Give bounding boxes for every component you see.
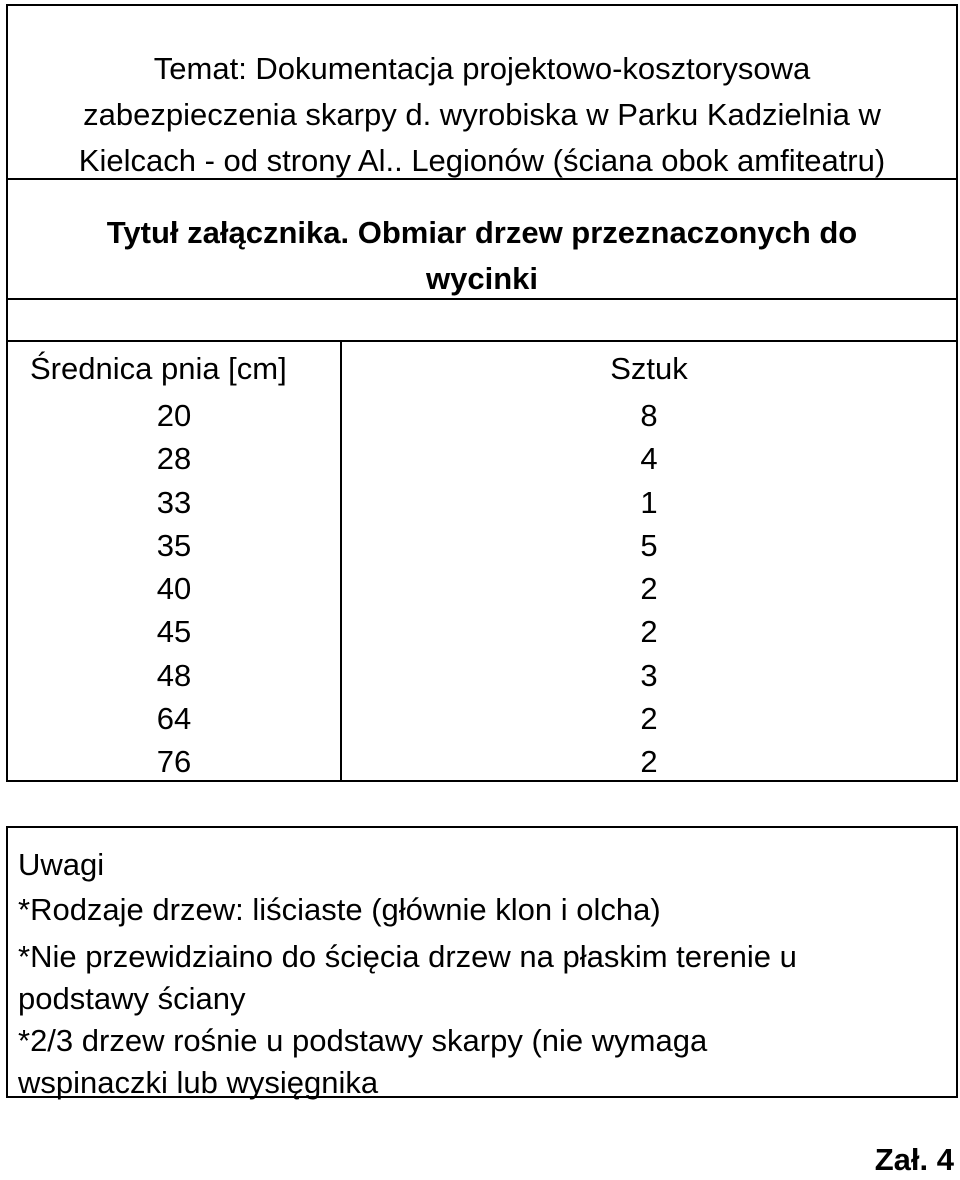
cell-diameter: 76: [156, 744, 192, 780]
attachment-number-label: Zał. 4: [874, 1142, 954, 1177]
table-row: [8, 524, 956, 567]
topic-line: Temat: Dokumentacja projektowo-kosztorysowa: [153, 51, 811, 86]
cell-diameter: 64: [156, 701, 192, 737]
cell-count: 2: [640, 571, 658, 607]
cell-diameter: 48: [156, 657, 192, 693]
remarks-line: wspinaczki lub wysięgnika: [18, 1065, 379, 1100]
topic-line: zabezpieczenia skarpy d. wyrobiska w Parku Kadzielnia w: [83, 97, 881, 132]
divider: [8, 340, 956, 342]
cell-diameter: 33: [156, 484, 192, 520]
table-body: [8, 394, 956, 784]
divider: [8, 298, 956, 300]
remarks-line: podstawy ściany: [18, 981, 246, 1016]
cell-count: 2: [640, 744, 658, 780]
cell-count: 5: [640, 527, 658, 563]
table-row: [8, 740, 956, 783]
attachment-title: [8, 210, 956, 302]
cell-count: 3: [640, 657, 658, 693]
topic-block: [8, 46, 956, 184]
table-row: [8, 654, 956, 697]
column-header-diameter: Średnica pnia [cm]: [30, 351, 287, 386]
cell-count: 8: [640, 398, 658, 433]
remarks-heading: Uwagi: [18, 847, 105, 882]
attachment-title-line: Tytuł załącznika. Obmiar drzew przeznaczonych do: [106, 215, 858, 250]
cell-diameter: 45: [156, 614, 192, 650]
divider: [8, 178, 956, 180]
table-row: [8, 610, 956, 653]
table-row: [8, 437, 956, 480]
remarks-line: *Rodzaje drzew: liściaste (głównie klon i olcha): [18, 892, 661, 927]
cell-count: 1: [640, 484, 658, 520]
cell-diameter: 28: [156, 441, 192, 477]
table-row: [8, 567, 956, 610]
remarks-box: [6, 826, 958, 1098]
cell-diameter: 40: [156, 571, 192, 607]
remarks-line: *2/3 drzew rośnie u podstawy skarpy (nie wymaga: [18, 1023, 708, 1058]
topic-line: Kielcach - od strony Al.. Legionów (ściana obok amfiteatru): [78, 143, 886, 178]
document-main-table: [6, 4, 958, 782]
cell-diameter: 20: [156, 398, 192, 433]
cell-diameter: 35: [156, 527, 192, 563]
table-row: [8, 481, 956, 524]
cell-count: 2: [640, 701, 658, 737]
cell-count: 2: [640, 614, 658, 650]
attachment-title-line: wycinki: [426, 261, 538, 296]
remarks-content: [18, 842, 948, 1104]
table-row: [8, 697, 956, 740]
remarks-line: *Nie przewidziaino do ścięcia drzew na płaskim terenie u: [18, 939, 797, 974]
table-row: [8, 394, 956, 437]
cell-count: 4: [640, 441, 658, 477]
column-header-count: Sztuk: [610, 351, 688, 386]
